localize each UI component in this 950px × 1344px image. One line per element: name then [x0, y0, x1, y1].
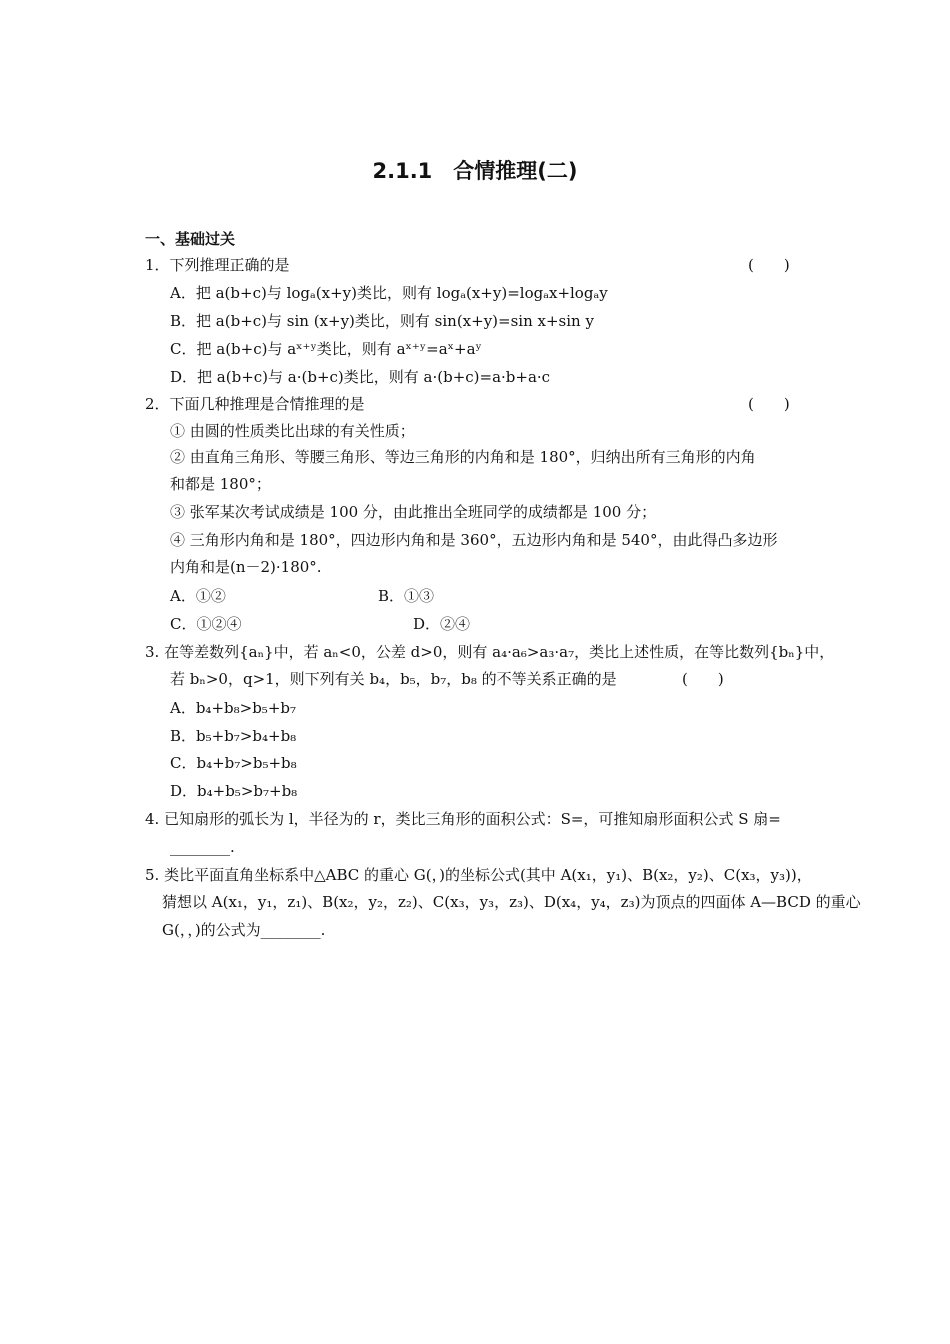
- q3-answer-bracket: ( ): [682, 670, 724, 688]
- q5-line3: G(，，)的公式为________.: [162, 921, 326, 939]
- q5-line1: 5. 类比平面直角坐标系中△ABC 的重心 G(，)的坐标公式(其中 A(x₁，y₁)、B(x₂，y₂)、C(x₃，y₃))，: [145, 866, 812, 884]
- q2-item-4b: 内角和是(n－2)·180°.: [170, 558, 322, 576]
- q2-option-b: B．①③: [378, 587, 435, 605]
- q1-option-c: C．把 a(b+c)与 aˣ⁺ʸ类比，则有 aˣ⁺ʸ=aˣ+aʸ: [170, 340, 482, 358]
- section-heading: 一、基础过关: [145, 230, 236, 248]
- q1-stem: 1．下列推理正确的是: [145, 256, 290, 274]
- q1-option-b: B．把 a(b+c)与 sin (x+y)类比，则有 sin(x+y)=sin x+sin y: [170, 312, 594, 330]
- q3-option-c: C．b₄+b₇>b₅+b₈: [170, 754, 297, 772]
- q2-item-1: ① 由圆的性质类比出球的有关性质；: [170, 422, 415, 440]
- q2-stem: 2．下面几种推理是合情推理的是: [145, 395, 365, 413]
- page-title: 2.1.1 合情推理(二): [372, 159, 578, 183]
- q2-option-c: C．①②④: [170, 615, 242, 633]
- q2-item-2a: ② 由直角三角形、等腰三角形、等边三角形的内角和是 180°，归纳出所有三角形的内角: [170, 448, 756, 466]
- q2-item-3: ③ 张军某次考试成绩是 100 分，由此推出全班同学的成绩都是 100 分；: [170, 503, 657, 521]
- q5-line2: 猜想以 A(x₁，y₁，z₁)、B(x₂，y₂，z₂)、C(x₃，y₃，z₃)、D(x₄，y₄，z₃)为顶点的四面体 A—BCD 的重心: [162, 893, 861, 911]
- q2-answer-bracket: ( ): [748, 395, 790, 413]
- q3-stem-line1: 3. 在等差数列{aₙ}中，若 aₙ<0，公差 d>0，则有 a₄·a₆>a₃·a₇，类比上述性质，在等比数列{bₙ}中，: [145, 643, 835, 661]
- q3-option-a: A．b₄+b₈>b₅+b₇: [170, 699, 296, 717]
- q2-option-d: D．②④: [413, 615, 471, 633]
- q3-option-d: D．b₄+b₅>b₇+b₈: [170, 782, 298, 800]
- q1-option-d: D．把 a(b+c)与 a·(b+c)类比，则有 a·(b+c)=a·b+a·c: [170, 368, 551, 386]
- q2-item-2b: 和都是 180°；: [170, 475, 271, 493]
- q1-answer-bracket: ( ): [748, 256, 790, 274]
- q3-stem-line2: 若 bₙ>0，q>1，则下列有关 b₄，b₅，b₇，b₈ 的不等关系正确的是: [170, 670, 617, 688]
- q4-line2: ________.: [170, 838, 235, 856]
- q4-line1: 4. 已知扇形的弧长为 l，半径为的 r，类比三角形的面积公式：S=，可推知扇形面积公式 S 扇=: [145, 810, 781, 828]
- q3-option-b: B．b₅+b₇>b₄+b₈: [170, 727, 297, 745]
- q2-option-a: A．①②: [170, 587, 226, 605]
- q2-item-4a: ④ 三角形内角和是 180°，四边形内角和是 360°，五边形内角和是 540°，由此得凸多边形: [170, 531, 778, 549]
- q1-option-a: A．把 a(b+c)与 logₐ(x+y)类比，则有 logₐ(x+y)=logₐx+logₐy: [170, 284, 608, 302]
